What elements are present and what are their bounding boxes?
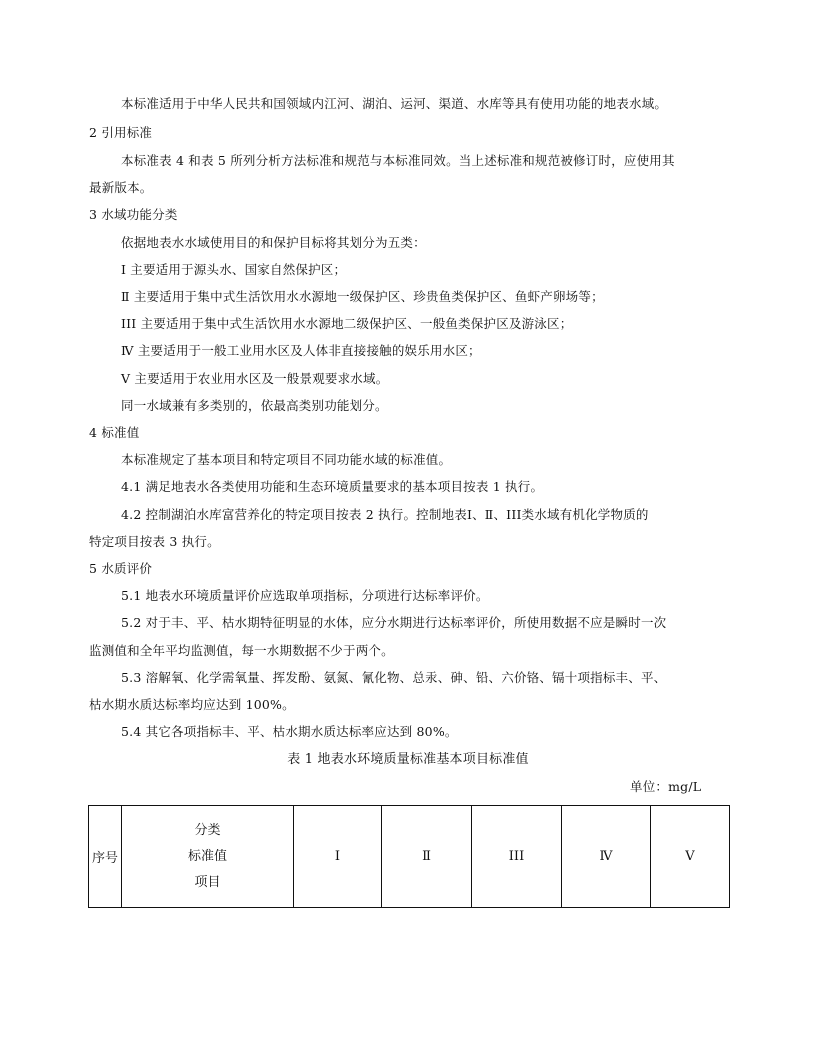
class-1-item: Ⅰ 主要适用于源头水、国家自然保护区；	[121, 262, 347, 277]
header-class-2: Ⅱ	[382, 806, 472, 908]
class-4-item: Ⅳ 主要适用于一般工业用水区及人体非直接接触的娱乐用水区；	[121, 343, 481, 358]
class-3-item: III 主要适用于集中式生活饮用水水源地二级保护区、一般鱼类保护区及游泳区；	[121, 316, 573, 331]
section-3-heading: 3 水域功能分类	[89, 207, 178, 222]
clause-5-1: 5.1 地表水环境质量评价应选取单项指标，分项进行达标率评价。	[121, 588, 489, 603]
clause-5-3-line-1: 5.3 溶解氧、化学需氧量、挥发酚、氨氮、氰化物、总汞、砷、铅、六价铬、镉十项指标丰、平、	[121, 670, 667, 685]
section-3-note: 同一水域兼有多类别的，依最高类别功能划分。	[121, 398, 388, 413]
clause-4-2-line-1: 4.2 控制湖泊水库富营养化的特定项目按表 2 执行。控制地表Ⅰ、Ⅱ、III类水域有机化学物质的	[121, 507, 649, 522]
clause-5-2-line-2: 监测值和全年平均监测值，每一水期数据不少于两个。	[89, 643, 394, 658]
clause-5-4: 5.4 其它各项指标丰、平、枯水期水质达标率应达到 80%。	[121, 724, 458, 739]
clause-4-1: 4.1 满足地表水各类使用功能和生态环境质量要求的基本项目按表 1 执行。	[121, 479, 544, 494]
header-standard-value-label: 标准值	[187, 848, 227, 864]
section-4-intro: 本标准规定了基本项目和特定项目不同功能水域的标准值。	[121, 452, 452, 467]
header-category-label: 分类	[194, 822, 221, 838]
class-5-item: Ⅴ 主要适用于农业用水区及一般景观要求水域。	[121, 371, 389, 386]
header-class-1: Ⅰ	[294, 806, 382, 908]
clause-4-2-line-2: 特定项目按表 3 执行。	[89, 534, 220, 549]
header-item-label: 项目	[194, 874, 221, 890]
section-3-intro: 依据地表水水域使用目的和保护目标将其划分为五类：	[121, 235, 426, 250]
section-2-heading: 2 引用标准	[89, 125, 153, 140]
header-diagonal-cell	[122, 806, 294, 908]
section-5-heading: 5 水质评价	[89, 561, 153, 576]
section-2-paragraph-line-1: 本标准表 4 和表 5 所列分析方法标准和规范与本标准同效。当上述标准和规范被修订时，应使用其	[121, 153, 675, 168]
header-class-5: Ⅴ	[651, 806, 730, 908]
table-1-title: 表 1 地表水环境质量标准基本项目标准值	[287, 752, 529, 767]
section-2-paragraph-line-2: 最新版本。	[89, 180, 153, 195]
class-2-item: Ⅱ 主要适用于集中式生活饮用水水源地一级保护区、珍贵鱼类保护区、鱼虾产卵场等；	[121, 289, 604, 304]
clause-5-3-line-2: 枯水期水质达标率均应达到 100%。	[89, 697, 295, 712]
table-1-unit: 单位：mg/L	[630, 779, 702, 794]
clause-5-2-line-1: 5.2 对于丰、平、枯水期特征明显的水体，应分水期进行达标率评价，所使用数据不应是瞬时一次	[121, 615, 667, 630]
header-class-3: III	[472, 806, 562, 908]
section-4-heading: 4 标准值	[89, 425, 140, 440]
header-seq-cell: 序号	[89, 806, 122, 908]
header-class-4: Ⅳ	[562, 806, 651, 908]
table-1-header	[88, 805, 730, 908]
scope-paragraph: 本标准适用于中华人民共和国领域内江河、湖泊、运河、渠道、水库等具有使用功能的地表水域。	[121, 96, 668, 111]
